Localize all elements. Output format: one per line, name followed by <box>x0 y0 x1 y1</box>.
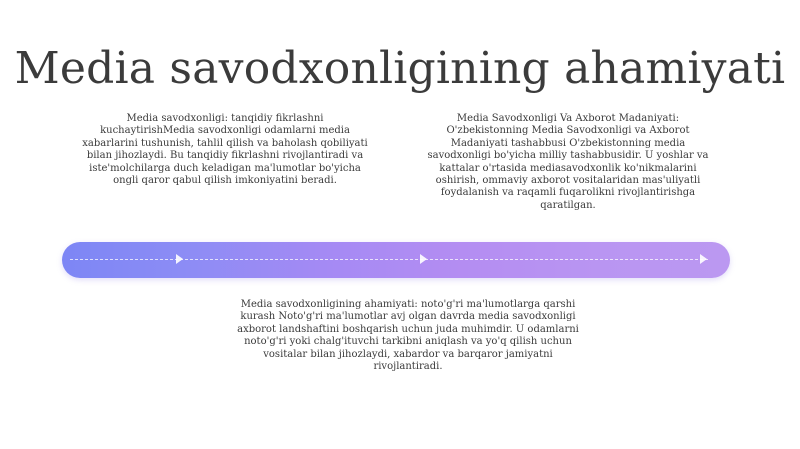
text-block-misinformation: Media savodxonligining ahamiyati: noto'g'ri ma'lumotlarga qarshi kurash Noto'g'ri ma'lumotlar avj olgan davrda media savodxonligi axborot landshaftini boshqarish uchun juda muhimdir. U odamlarni noto'g'ri yoki chalg'ituvchi tarkibni aniqlash va yo'q qilish uchun vositalar bilan jihozlaydi, xabardor va barqaror jamiyatni rivojlantiradi. <box>237 299 579 373</box>
timeline-bar <box>62 242 730 278</box>
timeline-arrow-icon <box>700 254 707 264</box>
text-block-critical-thinking: Media savodxonligi: tanqidiy fikrlashni kuchaytirishMedia savodxonligi odamlarni media xabarlarini tushunish, tahlil qilish va baholash qobiliyati bilan jihozlaydi. Bu tanqidiy fikrlashni rivojlantiradi va iste'molchilarga duch keladigan ma'lumotlar bo'yicha ongli qaror qabul qilish imkoniyatini beradi. <box>82 113 368 187</box>
page-title: Media savodxonligining ahamiyati <box>14 43 786 95</box>
timeline-dashed-line <box>70 259 708 261</box>
timeline-arrow-icon <box>420 254 427 264</box>
text-block-national-initiative: Media Savodxonligi Va Axborot Madaniyati: O'zbekistonning Media Savodxonligi va Axborot Madaniyati tashabbusi O'zbekistonning media savodxonligi bo'yicha milliy tashabbusidir. U yoshlar va kattalar o'rtasida mediasavodxonlik ko'nikmalarini oshirish, ommaviy axborot vositalaridan mas'uliyatli foydalanish va raqamli fuqarolikni rivojlantirishga qaratilgan. <box>427 113 709 211</box>
timeline-arrow-icon <box>176 254 183 264</box>
